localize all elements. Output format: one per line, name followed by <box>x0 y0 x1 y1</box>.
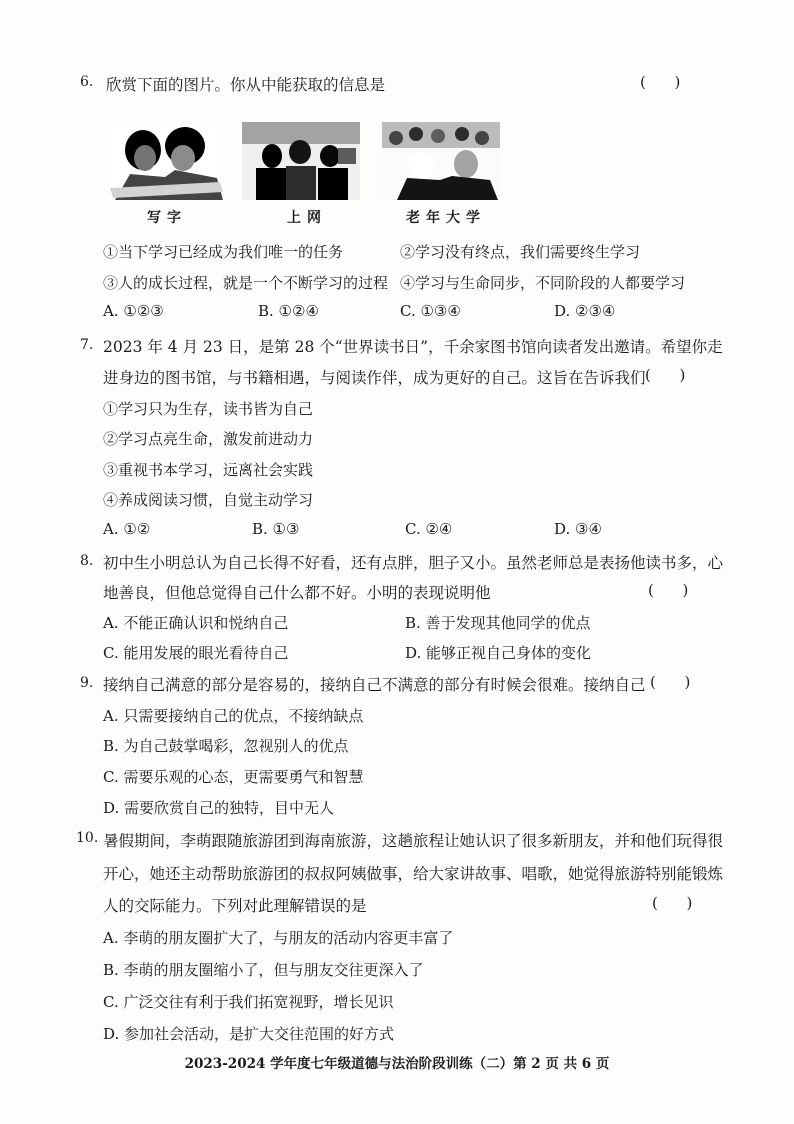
question-stem-line-1: 初中生小明总认为自己长得不好看，还有点胖，胆子又小。虽然老师总是表扬他读书多，心 <box>103 554 724 572</box>
question-stem-line-3: 人的交际能力。下列对此理解错误的是 <box>103 897 367 915</box>
question-stem-line-1: 暑假期间，李萌跟随旅游团到海南旅游，这趟旅程让她认识了很多新朋友，并和他们玩得很 <box>103 832 724 850</box>
option-b: B. ①②④ <box>258 302 319 320</box>
option-a: A. ①② <box>103 520 151 538</box>
statement: ①当下学习已经成为我们唯一的任务 <box>103 243 344 261</box>
caption-senior-university: 老年大学 <box>406 210 486 226</box>
question-number: 7. <box>80 337 94 353</box>
statement: ④学习与生命同步，不同阶段的人都要学习 <box>400 274 686 292</box>
option-c: C. 能用发展的眼光看待自己 <box>103 644 289 662</box>
question-stem: 接纳自己满意的部分是容易的，接纳自己不满意的部分有时候会很难。接纳自己 <box>103 676 646 694</box>
page-footer: 2023-2024 学年度七年级道德与法治阶段训练（二）第 2 页 共 6 页 <box>184 1056 610 1072</box>
option-a: A. 李萌的朋友圈扩大了，与朋友的活动内容更丰富了 <box>103 929 454 947</box>
statement: ③重视书本学习，远离社会实践 <box>103 461 314 479</box>
answer-paren: ( ) <box>645 366 686 384</box>
option-b: B. ①③ <box>252 520 300 538</box>
option-c: C. ②④ <box>405 520 453 538</box>
statement: ④养成阅读习惯，自觉主动学习 <box>103 491 314 509</box>
option-c: C. ①③④ <box>400 302 461 320</box>
statement: ②学习没有终点，我们需要终生学习 <box>400 243 641 261</box>
statement: ③人的成长过程，就是一个不断学习的过程 <box>103 274 389 292</box>
option-a: A. ①②③ <box>103 302 164 320</box>
option-c: C. 需要乐观的心态，更需要勇气和智慧 <box>103 768 364 786</box>
question-stem-line-2: 开心，她还主动帮助旅游团的叔叔阿姨做事，给大家讲故事、唱歌，她觉得旅游特别能锻炼 <box>103 865 724 883</box>
question-stem-line-1: 2023 年 4 月 23 日，是第 28 个“世界读书日”，千余家图书馆向读者发出邀请。希望你走 <box>103 338 723 356</box>
option-b: B. 善于发现其他同学的优点 <box>405 614 591 632</box>
statement: ①学习只为生存，读书皆为自己 <box>103 400 314 418</box>
question-number: 10. <box>76 830 99 846</box>
option-d: D. ②③④ <box>554 302 616 320</box>
statement: ②学习点亮生命，激发前进动力 <box>103 430 314 448</box>
question-number: 8. <box>80 553 94 569</box>
question-number: 9. <box>80 675 94 691</box>
internet-photo <box>242 122 360 200</box>
option-d: D. 参加社会活动，是扩大交往范围的好方式 <box>103 1025 395 1043</box>
caption-writing: 写字 <box>147 210 187 226</box>
option-b: B. 为自己鼓掌喝彩，忽视别人的优点 <box>103 737 349 755</box>
senior-university-photo <box>382 122 500 200</box>
answer-paren: ( ) <box>640 73 681 91</box>
answer-paren: ( ) <box>648 581 689 599</box>
option-c: C. 广泛交往有利于我们拓宽视野，增长见识 <box>103 993 394 1011</box>
caption-internet: 上网 <box>287 210 327 226</box>
option-b: B. 李萌的朋友圈缩小了，但与朋友交往更深入了 <box>103 961 424 979</box>
question-number: 6. <box>80 74 94 90</box>
question-stem-line-2: 地善良，但他总觉得自己什么都不好。小明的表现说明他 <box>103 584 491 602</box>
answer-paren: ( ) <box>652 894 693 912</box>
option-d: D. 能够正视自己身体的变化 <box>405 644 592 662</box>
option-d: D. 需要欣赏自己的独特，目中无人 <box>103 799 335 817</box>
writing-photo <box>105 122 223 200</box>
question-stem-line-2: 进身边的图书馆，与书籍相遇，与阅读作伴，成为更好的自己。这旨在告诉我们 <box>103 369 646 387</box>
option-d: D. ③④ <box>554 520 602 538</box>
answer-paren: ( ) <box>650 673 691 691</box>
option-a: A. 不能正确认识和悦纳自己 <box>103 614 289 632</box>
option-a: A. 只需要接纳自己的优点，不接纳缺点 <box>103 707 364 725</box>
question-stem: 欣赏下面的图片。你从中能获取的信息是 <box>106 76 386 94</box>
